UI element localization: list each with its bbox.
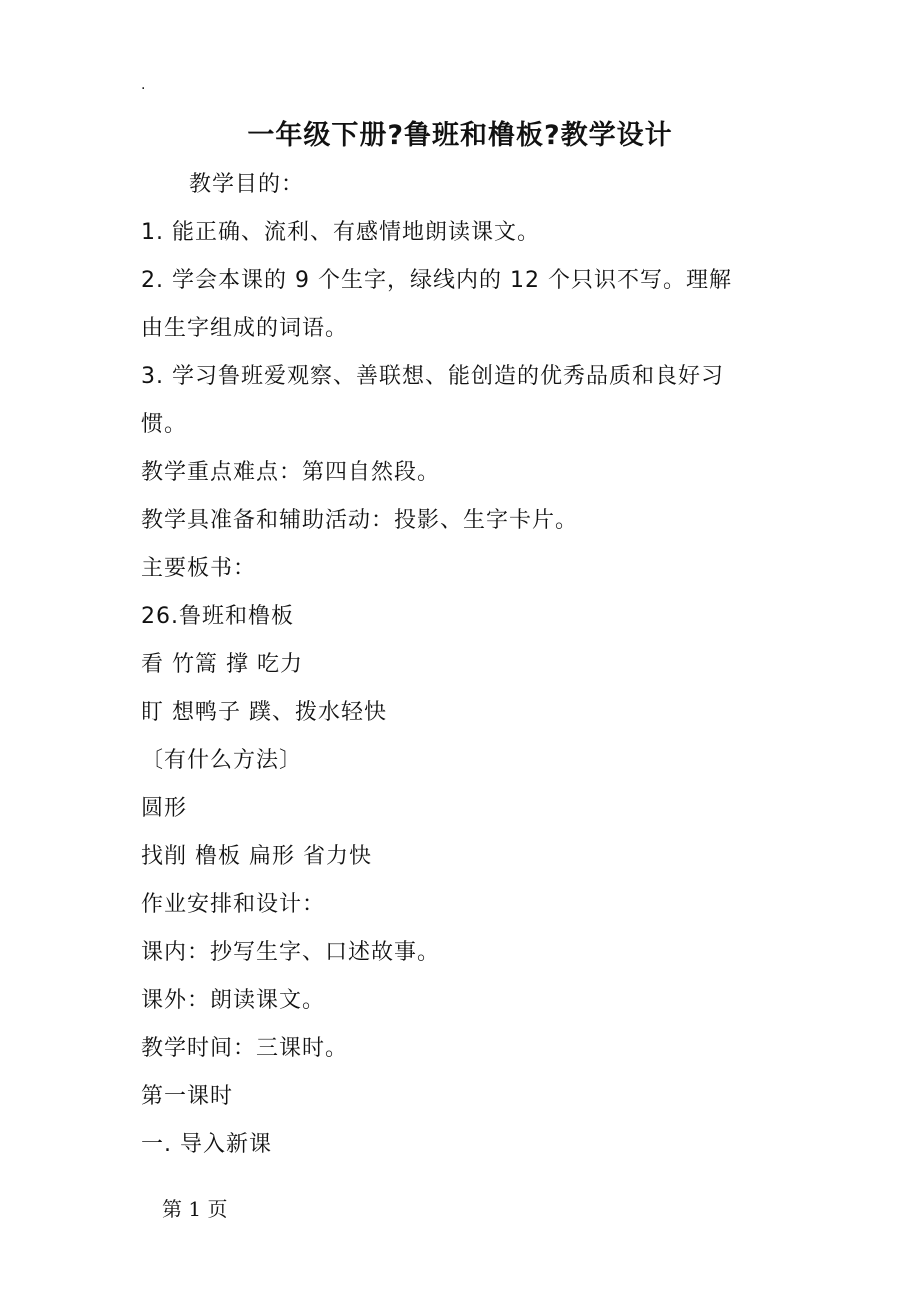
blackboard-line-3: 〔有什么方法〕	[141, 748, 303, 773]
corner-mark: .	[141, 77, 146, 93]
objective-item-3-continued: 惯。	[141, 412, 188, 437]
blackboard-lesson-title: 26.鲁班和橹板	[141, 604, 294, 629]
objective-item-2-continued: 由生字组成的词语。	[141, 316, 349, 341]
key-difficulty-line: 教学重点难点：第四自然段。	[141, 460, 441, 485]
homework-heading: 作业安排和设计：	[141, 892, 326, 917]
blackboard-line-2: 盯 想鸭子 蹼、拨水轻快	[141, 700, 387, 725]
objective-item-3: 3. 学习鲁班爱观察、善联想、能创造的优秀品质和良好习	[141, 364, 724, 389]
blackboard-heading: 主要板书：	[141, 556, 257, 581]
teaching-aids-line: 教学具准备和辅助活动：投影、生字卡片。	[141, 508, 579, 533]
blackboard-line-1: 看 竹篙 撑 吃力	[141, 652, 303, 677]
blackboard-line-4: 圆形	[141, 796, 188, 821]
objective-item-1: 1. 能正确、流利、有感情地朗读课文。	[141, 220, 540, 245]
document-title: 一年级下册?鲁班和橹板?教学设计	[247, 120, 673, 151]
section-introduction-heading: 一. 导入新课	[141, 1132, 272, 1157]
page-number-footer: 第 1 页	[162, 1197, 228, 1221]
blackboard-line-5: 找削 橹板 扁形 省力快	[141, 844, 372, 869]
homework-after-class: 课外：朗读课文。	[141, 988, 326, 1013]
objectives-heading: 教学目的：	[189, 172, 305, 197]
homework-in-class: 课内：抄写生字、口述故事。	[141, 940, 441, 965]
objective-item-2: 2. 学会本课的 9 个生字，绿线内的 12 个只识不写。理解	[141, 268, 732, 293]
teaching-time-line: 教学时间：三课时。	[141, 1036, 349, 1061]
first-lesson-heading: 第一课时	[141, 1084, 234, 1109]
